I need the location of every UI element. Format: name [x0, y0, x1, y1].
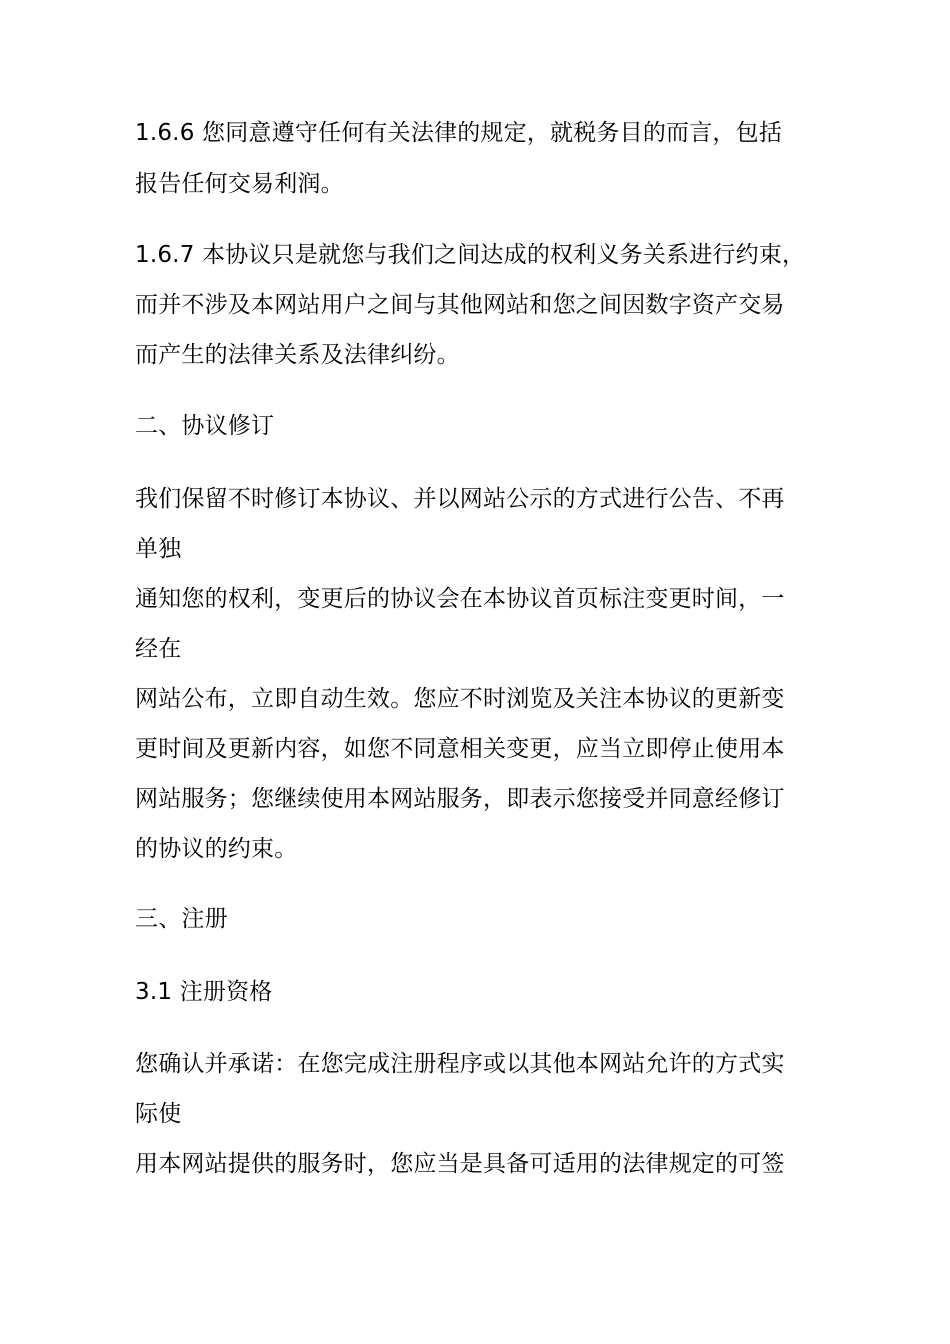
section-heading-registration: 三、注册 — [135, 906, 228, 932]
revision-paragraph-line-8: 的协议的约束。 — [135, 836, 298, 862]
clause-1-6-6-line-1: 1.6.6 您同意遵守任何有关法律的规定，就税务目的而言，包括 — [135, 120, 783, 146]
eligibility-paragraph-line-2: 际使 — [135, 1101, 182, 1127]
revision-paragraph-line-5: 网站公布，立即自动生效。您应不时浏览及关注本协议的更新变 — [135, 686, 785, 712]
revision-paragraph-line-6: 更时间及更新内容，如您不同意相关变更，应当立即停止使用本 — [135, 736, 785, 762]
revision-paragraph-line-4: 经在 — [135, 636, 182, 662]
clause-1-6-7-line-3: 而产生的法律关系及法律纠纷。 — [135, 342, 460, 368]
section-heading-agreement-revision: 二、协议修订 — [135, 413, 275, 439]
clause-1-6-6-line-2: 报告任何交易利润。 — [135, 171, 344, 197]
eligibility-paragraph-line-3: 用本网站提供的服务时，您应当是具备可适用的法律规定的可签 — [135, 1151, 785, 1177]
clause-1-6-7-line-2: 而并不涉及本网站用户之间与其他网站和您之间因数字资产交易 — [135, 292, 785, 318]
revision-paragraph-line-2: 单独 — [135, 536, 182, 562]
revision-paragraph-line-3: 通知您的权利，变更后的协议会在本协议首页标注变更时间，一 — [135, 586, 785, 612]
revision-paragraph-line-7: 网站服务；您继续使用本网站服务，即表示您接受并同意经修订 — [135, 786, 785, 812]
subsection-heading-registration-eligibility: 3.1 注册资格 — [135, 979, 273, 1005]
revision-paragraph-line-1: 我们保留不时修订本协议、并以网站公示的方式进行公告、不再 — [135, 486, 785, 512]
clause-1-6-7-line-1: 1.6.7 本协议只是就您与我们之间达成的权利义务关系进行约束， — [135, 242, 806, 268]
eligibility-paragraph-line-1: 您确认并承诺：在您完成注册程序或以其他本网站允许的方式实 — [135, 1051, 785, 1077]
